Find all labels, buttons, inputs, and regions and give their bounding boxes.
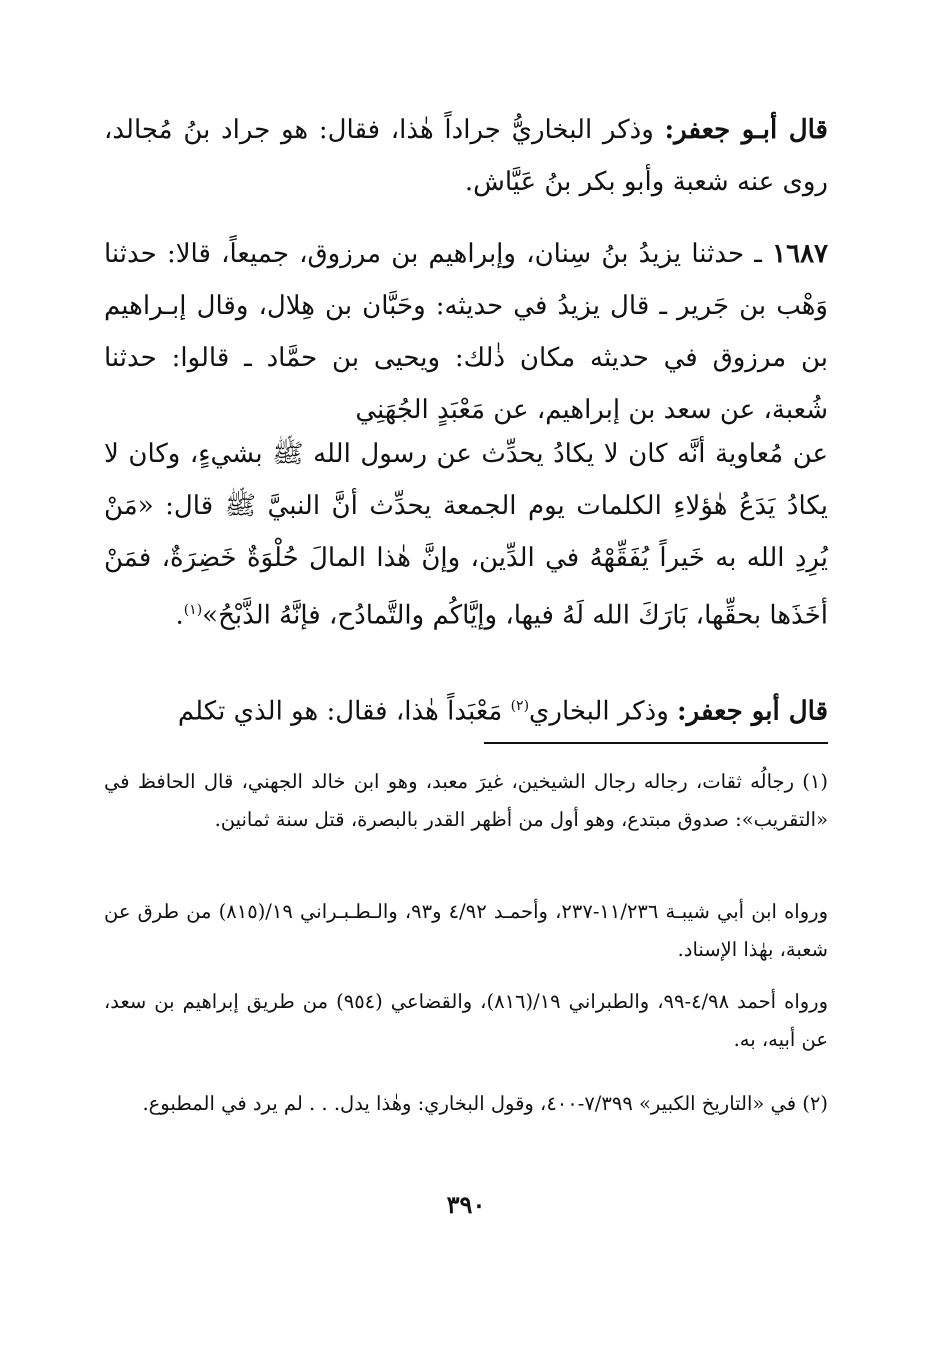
paragraph-text: ـ حدثنا يزيدُ بنُ سِنان، وإبراهيم بن مرزوق، جميعاً، قالا: حدثنا وَهْب بن جَرير ـ قال يزيدُ في حديثه: وحَبَّان بن هِلال، وقال إبـراهيم بن مرزوق في حديثه مكان ذٰلك: ويحيى بن حمَّاد ـ قالوا: حدثنا شُعبة، عن سعد بن إبراهيم، عن مَعْبَدٍ الجُهَنِي bbox=[104, 239, 828, 425]
footnote-ref-2[interactable]: (٢) bbox=[510, 698, 530, 714]
footnote-2: (٢) في «التاريخ الكبير» ٧/٣٩٩-٤٠٠، وقول البخاري: وهٰذا يدل. . . لم يرد في المطبوع. bbox=[142, 1092, 828, 1115]
footnote-ref-1[interactable]: (١) bbox=[183, 602, 203, 618]
page-number: ٣٩٠ bbox=[446, 1190, 486, 1219]
hadith-matn: عن مُعاوية أنَّه كان لا يكادُ يحدِّث عن رسول الله ﷺ بشيءٍ، وكان لا يكادُ يَدَعُ هٰؤلاءِ الكلمات يوم الجمعة يحدِّث أنَّ النبيَّ ﷺ قال: «مَنْ يُرِدِ الله به خَيراً يُفَقِّهْهُ في الدِّين، وإنَّ هٰذا المالَ حُلْوَةٌ خَضِرَةٌ، فمَنْ أخَذَها بحقِّها، بَارَكَ الله لَهُ فيها، وإيَّاكُم والتَّمادُح، فإنَّهُ الذَّبْحُ»$^{(١)}$. bbox=[104, 439, 828, 631]
paragraph-text: عن مُعاوية أنَّه كان لا يكادُ يحدِّث عن رسول الله ﷺ بشيءٍ، وكان لا يكادُ يَدَعُ هٰؤلاءِ الكلمات يوم الجمعة يحدِّث أنَّ النبيَّ ﷺ قال: «مَنْ يُرِدِ الله به خَيراً يُفَقِّهْهُ في الدِّين، وإنَّ هٰذا المالَ حُلْوَةٌ خَضِرَةٌ، فمَنْ أخَذَها بحقِّها، بَارَكَ الله لَهُ فيها، وإيَّاكُم والتَّمادُح، فإنَّهُ الذَّبْحُ» bbox=[104, 439, 828, 631]
footnote-1: (١) رجالُه ثقات، رجاله رجال الشيخين، غيرَ معبد، وهو ابن خالد الجهني، قال الحافظ في «التقريب»: صدوق مبتدع، وهو أول من أظهر القدر بالبصرة، قتل سنة ثمانين. bbox=[104, 770, 828, 831]
hadith-number: ١٦٨٧ bbox=[772, 239, 828, 269]
footnote-1-continuation-b: ورواه أحمد ٤/٩٨-٩٩، والطبراني ١٩/(٨١٦)، والقضاعي (٩٥٤) من طريق إبراهيم بن سعد، عن أبيه، به. bbox=[104, 990, 828, 1051]
footnote-separator bbox=[484, 742, 828, 744]
paragraph-text: مَعْبَداً هٰذا، فقال: هو الذي تكلم bbox=[177, 696, 511, 727]
speaker-label: قال أبو جعفر: bbox=[677, 696, 828, 727]
paragraph-text: وذكر البخاريُّ جراداً هٰذا، فقال: هو جراد بنُ مُجالد، روى عنه شعبة وأبو بكر بنُ عَيَّاش. bbox=[104, 115, 828, 197]
paragraph-text: وذكر البخاري bbox=[529, 696, 678, 727]
paragraph-commentary-1 bbox=[104, 104, 828, 208]
hadith-isnad-1687 bbox=[104, 228, 828, 436]
speaker-label: قال أبـو جعفر: bbox=[664, 115, 828, 145]
paragraph-commentary-2 bbox=[104, 680, 828, 738]
footnote-1-continuation-a: ورواه ابن أبي شيبـة ١١/٢٣٦-٢٣٧، وأحمـد ٤/٩٢ و٩٣، والـطـبـراني ١٩/(٨١٥) من طرق عن شعبة، بهٰذا الإسناد. bbox=[104, 900, 828, 961]
